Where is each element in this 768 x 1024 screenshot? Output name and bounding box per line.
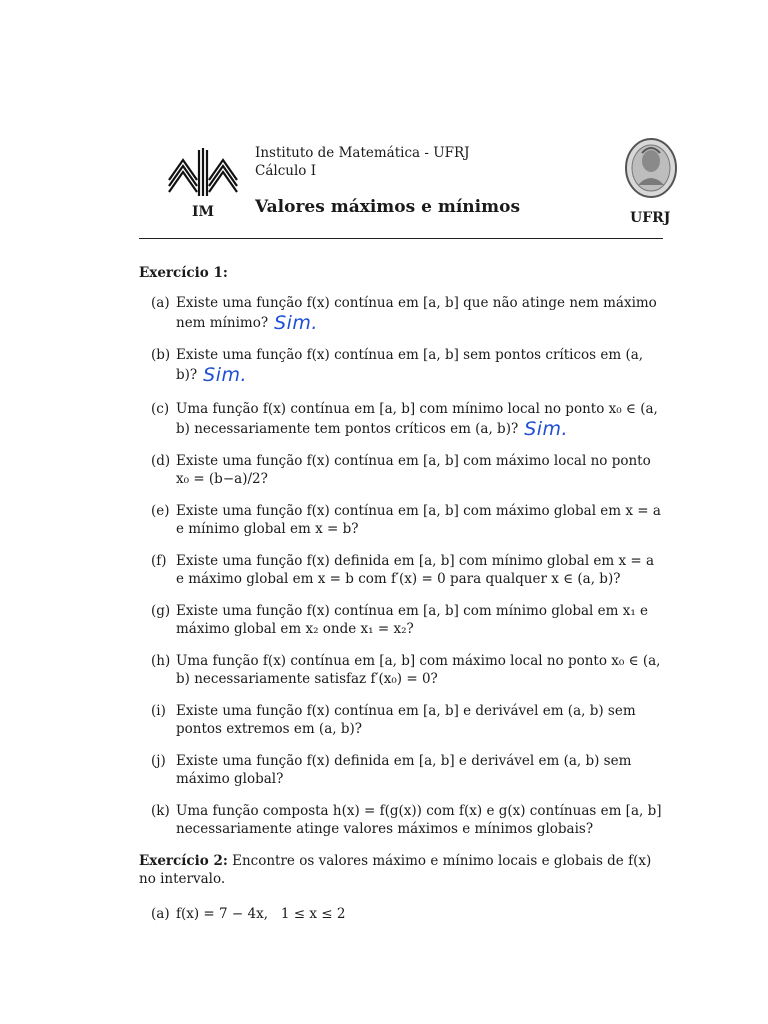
list-item: [139, 905, 663, 923]
institute-name: Instituto de Matemática - UFRJ: [255, 145, 470, 161]
item-text: Uma função f(x) contínua em [a, b] com máximo local no ponto x₀ ∈ (a, b) necessariamente satisfaz f′(x₀) = 0?: [176, 653, 661, 687]
item-label: (d): [151, 453, 171, 469]
item-text: Existe uma função f(x) definida em [a, b] com mínimo global em x = a e máximo global em x = b com f′(x) = 0 para qualquer x ∈ (a, b)?: [176, 553, 655, 587]
exercise-2-text: Encontre os valores máximo e mínimo locais e globais de f(x) no intervalo.: [139, 853, 652, 887]
item-label: (j): [151, 753, 166, 769]
exercise-2-heading: Exercício 2:: [139, 853, 228, 869]
item-text: Existe uma função f(x) definida em [a, b] e derivável em (a, b) sem máximo global?: [176, 753, 632, 787]
list-item: [139, 702, 663, 738]
list-item: [139, 602, 663, 638]
handwritten-answer: Sim.: [274, 312, 318, 334]
item-text: Uma função composta h(x) = f(g(x)) com f(x) e g(x) contínuas em [a, b] necessariamente atinge valores máximos e mínimos globais?: [176, 803, 662, 837]
item-text: Existe uma função f(x) contínua em [a, b] com máximo global em x = a e mínimo global em x = b?: [176, 503, 661, 537]
handwritten-answer: Sim.: [524, 418, 569, 440]
list-item: [139, 294, 663, 332]
list-item: [139, 552, 663, 588]
item-label: (g): [151, 603, 171, 619]
item-label: (k): [151, 803, 170, 819]
exercise-1-list: [139, 294, 663, 852]
list-item: [139, 452, 663, 488]
item-label: (a): [151, 906, 170, 922]
im-logo-icon: [167, 146, 239, 198]
item-text: f(x) = 7 − 4x, 1 ≤ x ≤ 2: [176, 906, 346, 922]
header-text: [255, 144, 470, 180]
handwritten-answer: Sim.: [203, 364, 248, 386]
item-label: (c): [151, 401, 170, 417]
item-text: Existe uma função f(x) contínua em [a, b] com máximo local no ponto x₀ = (b−a)/2?: [176, 453, 651, 487]
item-text: Existe uma função f(x) contínua em [a, b] sem pontos críticos em (a, b)?: [176, 347, 644, 383]
course-name: Cálculo I: [255, 163, 317, 179]
item-label: (a): [151, 295, 170, 311]
header-divider: [139, 238, 663, 239]
item-label: (h): [151, 653, 171, 669]
list-item: [139, 502, 663, 538]
list-item: [139, 400, 663, 438]
item-text: Existe uma função f(x) contínua em [a, b] e derivável em (a, b) sem pontos extremos em (a, b)?: [176, 703, 636, 737]
item-text: Existe uma função f(x) contínua em [a, b] com mínimo global em x₁ e máximo global em x₂ onde x₁ = x₂?: [176, 603, 649, 637]
item-label: (e): [151, 503, 170, 519]
item-label: (b): [151, 347, 171, 363]
item-text: Existe uma função f(x) contínua em [a, b] que não atinge nem máximo nem mínimo?: [176, 295, 657, 331]
item-text: Uma função f(x) contínua em [a, b] com mínimo local no ponto x₀ ∈ (a, b) necessariamente tem pontos críticos em (a, b)?: [176, 401, 658, 437]
item-label: (f): [151, 553, 167, 569]
list-item: [139, 346, 663, 384]
list-item: [139, 752, 663, 788]
im-label: IM: [192, 204, 215, 220]
ufrj-label: UFRJ: [630, 210, 671, 226]
list-item: [139, 802, 663, 838]
item-label: (i): [151, 703, 166, 719]
page-title: Valores máximos e mínimos: [255, 197, 521, 217]
exercise-2-statement: [139, 852, 663, 888]
list-item: [139, 652, 663, 688]
exercise-1-heading: Exercício 1:: [139, 265, 228, 281]
ufrj-seal-icon: [624, 137, 678, 199]
